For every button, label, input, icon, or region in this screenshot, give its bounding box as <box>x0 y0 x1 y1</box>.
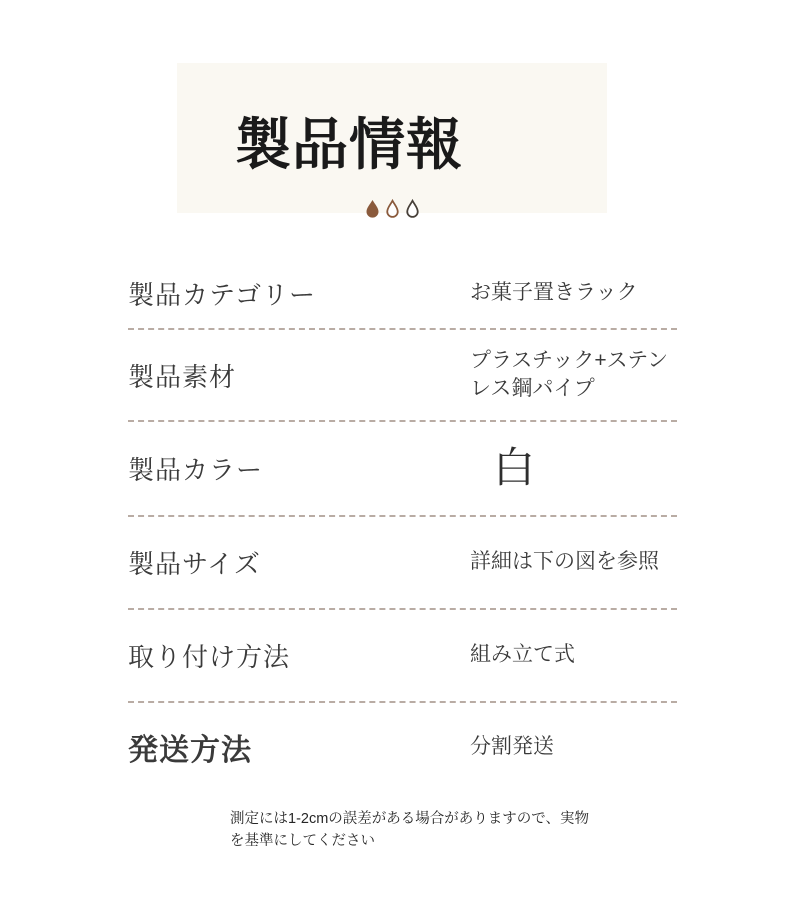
pagination-dots <box>177 199 607 219</box>
spec-label-shipping: 発送方法 <box>128 734 252 767</box>
spec-row-category <box>128 258 677 330</box>
spec-table <box>128 258 677 791</box>
spec-label-size: 製品サイズ <box>128 549 261 579</box>
spec-value-installation: 組み立て式 <box>470 643 575 667</box>
spec-label-installation: 取り付け方法 <box>128 642 291 672</box>
spec-value-category: お菓子置きラック <box>470 280 638 304</box>
drop-icon-filled-brown <box>365 199 380 219</box>
page-title: 製品情報 <box>235 113 463 176</box>
spec-label-material: 製品素材 <box>128 361 237 392</box>
spec-row-shipping <box>128 703 677 791</box>
spec-label-color: 製品カラー <box>128 455 264 485</box>
drop-icon-outline-dark <box>405 199 420 219</box>
spec-row-color <box>128 422 677 517</box>
spec-value-color: 白 <box>493 444 536 492</box>
spec-value-size: 詳細は下の図を参照 <box>470 550 659 574</box>
spec-label-category: 製品カテゴリー <box>128 279 316 310</box>
spec-row-size <box>128 517 677 610</box>
spec-value-material: プラスチック+ステンレス鋼パイプ <box>470 348 669 400</box>
spec-row-material <box>128 330 677 422</box>
drop-icon-outline-brown <box>385 199 400 219</box>
spec-value-shipping: 分割発送 <box>470 734 554 758</box>
spec-row-installation <box>128 610 677 703</box>
measurement-disclaimer: 測定には1-2cmの誤差がある場合がありますので、実物を基準にしてください <box>230 811 589 850</box>
title-panel <box>177 63 607 213</box>
